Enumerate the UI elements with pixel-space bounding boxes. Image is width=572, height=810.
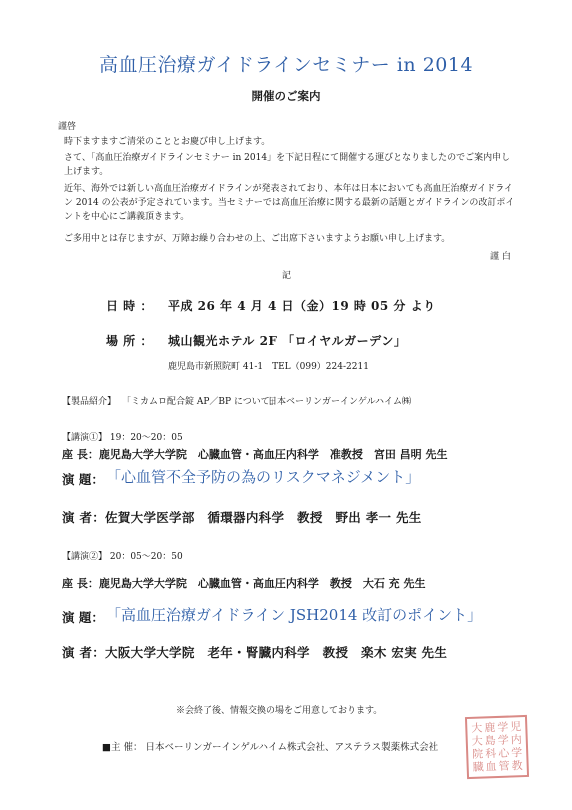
venue-value: 城山観光ホテル 2F 「ロイヤルガーデン」 <box>168 334 407 348</box>
product-label: 【製品紹介】 <box>62 397 117 407</box>
seal-char: 島 <box>484 734 497 748</box>
letter-opening: 謹啓 <box>58 122 77 132</box>
sponsor-line: ■主 催： 日本ベーリンガーインゲルハイム株式会社、アステラス製薬株式会社 <box>102 742 439 753</box>
lecture1-chair: 座 長：鹿児島大学大学院 心臓血管・高血圧内科学 准教授 宮田 昌明 先生 <box>62 448 448 461</box>
product-company: 日本ベーリンガーインゲルハイム㈱ <box>268 397 412 407</box>
lecture1-tag: 【講演①】 19：20～20：05 <box>62 433 183 443</box>
lecture2-speaker: 演 者：大阪大学大学院 老年・腎臓内科学 教授 楽木 宏実 先生 <box>62 645 448 660</box>
ki-mark: 記 <box>282 271 292 281</box>
seal-char: 臓 <box>472 760 484 774</box>
datetime-value: 平成 26 年 4 月 4 日（金）19 時 05 分 より <box>168 299 436 313</box>
lecture1-speaker: 演 者：佐賀大学医学部 循環器内科学 教授 野出 孝一 先生 <box>62 510 422 525</box>
seal-char: 学 <box>497 720 509 734</box>
page-title: 高血圧治療ガイドラインセミナー in 2014 <box>98 54 474 76</box>
seal-char: 大 <box>471 721 483 735</box>
seal-char: 心 <box>497 746 510 760</box>
letter-paragraph-3: 近年、海外では新しい高血圧治療ガイドラインが発表されており、本年は日本においても高血圧治療ガイドライン 2014 の公表が予定されています。当セミナーでは高血圧治療に関する最新の話題とガイドラインの改訂ポイントを中心にご講義頂きます。 <box>64 184 515 222</box>
seal-char: 内 <box>510 733 522 747</box>
datetime-label: 日 時 ： <box>106 299 153 313</box>
letter-paragraph-2: さて、「高血圧治療ガイドラインセミナー in 2014」を下記日程にて開催する運びとなりましたのでご案内申し上げます。 <box>64 153 511 177</box>
page-subtitle: 開催のご案内 <box>251 89 321 103</box>
institution-seal <box>465 715 529 779</box>
venue-label: 場 所 ： <box>106 334 153 348</box>
letter-paragraph-4: ご多用中とは存じますが、万障お繰り合わせの上、ご出席下さいますようお願い申し上げます。 <box>64 234 451 244</box>
lecture2-tag: 【講演②】 20：05～20：50 <box>62 552 183 562</box>
seal-char: 学 <box>497 733 509 747</box>
seal-char: 児 <box>510 720 522 734</box>
letter-paragraph-1: 時下ますますご清栄のこととお慶び申し上げます。 <box>64 137 271 147</box>
lecture1-topic: 「心血管不全予防の為のリスクマネジメント」 <box>106 468 421 486</box>
lecture2-topic-label: 演 題： <box>62 610 104 625</box>
footer-note: ※会終了後、情報交換の場をご用意しております。 <box>176 706 383 716</box>
seal-char: 教 <box>511 759 523 773</box>
lecture2-chair: 座 長：鹿児島大学大学院 心臓血管・高血圧内科学 教授 大石 充 先生 <box>62 577 426 590</box>
lecture1-topic-label: 演 題： <box>62 472 104 487</box>
seal-char: 科 <box>485 747 497 761</box>
venue-address: 鹿児島市新照院町 41-1 TEL（099）224-2211 <box>168 362 369 372</box>
seal-char: 学 <box>510 746 523 760</box>
seal-char: 大 <box>471 734 484 748</box>
seal-char: 管 <box>498 759 510 773</box>
letter-closing: 謹 白 <box>490 252 511 262</box>
seal-char: 鹿 <box>484 721 496 735</box>
seal-char: 血 <box>485 760 497 774</box>
seal-char: 院 <box>472 747 484 761</box>
product-name: 「ミカムロ配合錠 AP／BP について」 <box>122 397 279 407</box>
lecture2-topic: 「高血圧治療ガイドライン JSH2014 改訂のポイント」 <box>106 606 483 624</box>
